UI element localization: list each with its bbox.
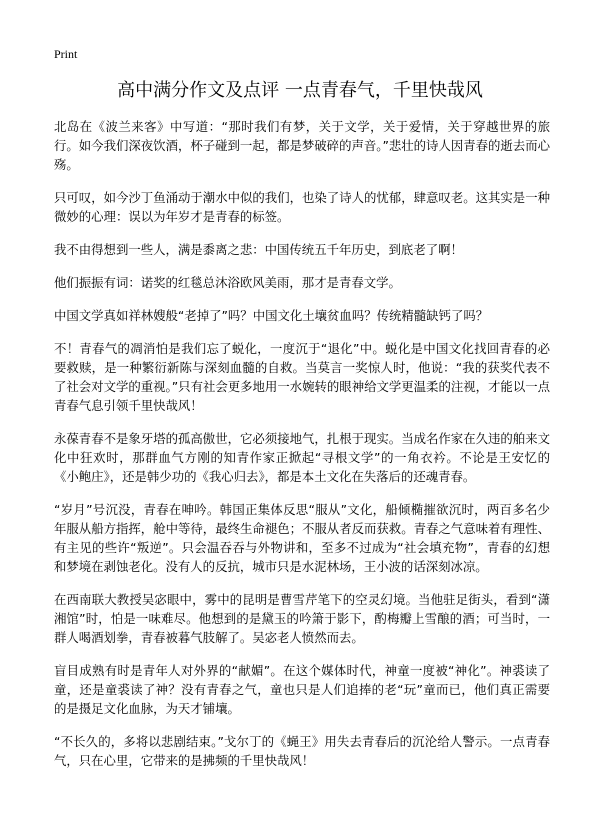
paragraph: 在西南联大教授吴宓眼中，雾中的昆明是曹雪芹笔下的空灵幻境。当他驻足街头，看到“潇湘馆”时，怕是一味难尽。他想到的是黛玉的吟箫于影下，酌梅瓣上雪酿的酒；可当时，一群人喝酒划拳，青春被暮气肢解了。吴宓老人愤然而去。 xyxy=(54,592,550,645)
paragraph: 北岛在《波兰来客》中写道：“那时我们有梦，关于文学，关于爱情，关于穿越世界的旅行。如今我们深夜饮酒，杯子碰到一起，都是梦破碎的声音。”悲壮的诗人因青春的逝去而心殇。 xyxy=(54,119,550,172)
paragraph: 只可叹，如今沙丁鱼涌动于潮水中似的我们，也染了诗人的忧郁，肆意叹老。这其实是一种微妙的心理：误以为年岁才是青春的标签。 xyxy=(54,190,550,224)
paragraph: 他们振振有词：诺奖的红毯总沐浴欧风美雨，那才是青春文学。 xyxy=(54,275,401,290)
paragraph: 永葆青春不是象牙塔的孤高傲世，它必须接地气，扎根于现实。当成名作家在久违的舶来文化中狂欢时，那群血气方刚的知青作家正掀起“寻根文学”的一角衣衿。不论是王安忆的《小鲍庄》，还是韩少功的《我心归去》，都是本土文化在失落后的还魂青春。 xyxy=(54,431,550,484)
paragraph: 不！青春气的凋消怕是我们忘了蜕化，一度沉于“退化”中。蜕化是中国文化找回青春的必要救赎，是一种繁衍新陈与深刻血髓的自救。当莫言一奖惊人时，他说：“我的获奖代表不了社会对文学的重视。”只有社会更多地用一水婉转的眼神给文学更温柔的注视，才能以一点青春气息引领千里快哉风！ xyxy=(54,341,550,413)
paragraph: 中国文学真如祥林嫂般“老掉了”吗？中国文化土壤贫血吗？传统精髓缺钙了吗？ xyxy=(54,308,489,323)
paragraph: 盲目成熟有时是青年人对外界的“献媚”。在这个媒体时代，神童一度被“神化”。神裘读了童，还是童裘读了神？没有青春之气，童也只是人们追捧的老“玩”童而已，他们真正需要的是摄足文化血脉，为天才铺壤。 xyxy=(54,663,550,716)
paragraph: “岁月”号沉没，青春在呻吟。韩国正集体反思“服从”文化，船倾椭摧欲沉时，两百多名少年服从船方指挥，舱中等待，最终生命褪色；不服从者反而获救。青春之气意味着有理性、有主见的些许“叛逆”。只会温吞吞与外物讲和，至多不过成为“社会填充物”，青春的幻想和梦境在剥蚀老化。没有人的反抗，城市只是水泥林场，王小波的话深刻冰凉。 xyxy=(54,502,550,574)
print-link[interactable]: Print xyxy=(54,47,78,61)
paragraph: “不长久的，多将以悲剧结束。”戈尔丁的《蝇王》用失去青春后的沉沦给人警示。一点青春气，只在心里，它带来的是拂频的千里快哉风！ xyxy=(54,734,550,768)
article-body xyxy=(54,117,550,784)
article-title: 高中满分作文及点评 一点青春气，千里快哉风 xyxy=(117,80,483,101)
paragraph: 我不由得想到一些人，满是黍离之悲：中国传统五千年历史，到底老了啊！ xyxy=(54,242,463,257)
